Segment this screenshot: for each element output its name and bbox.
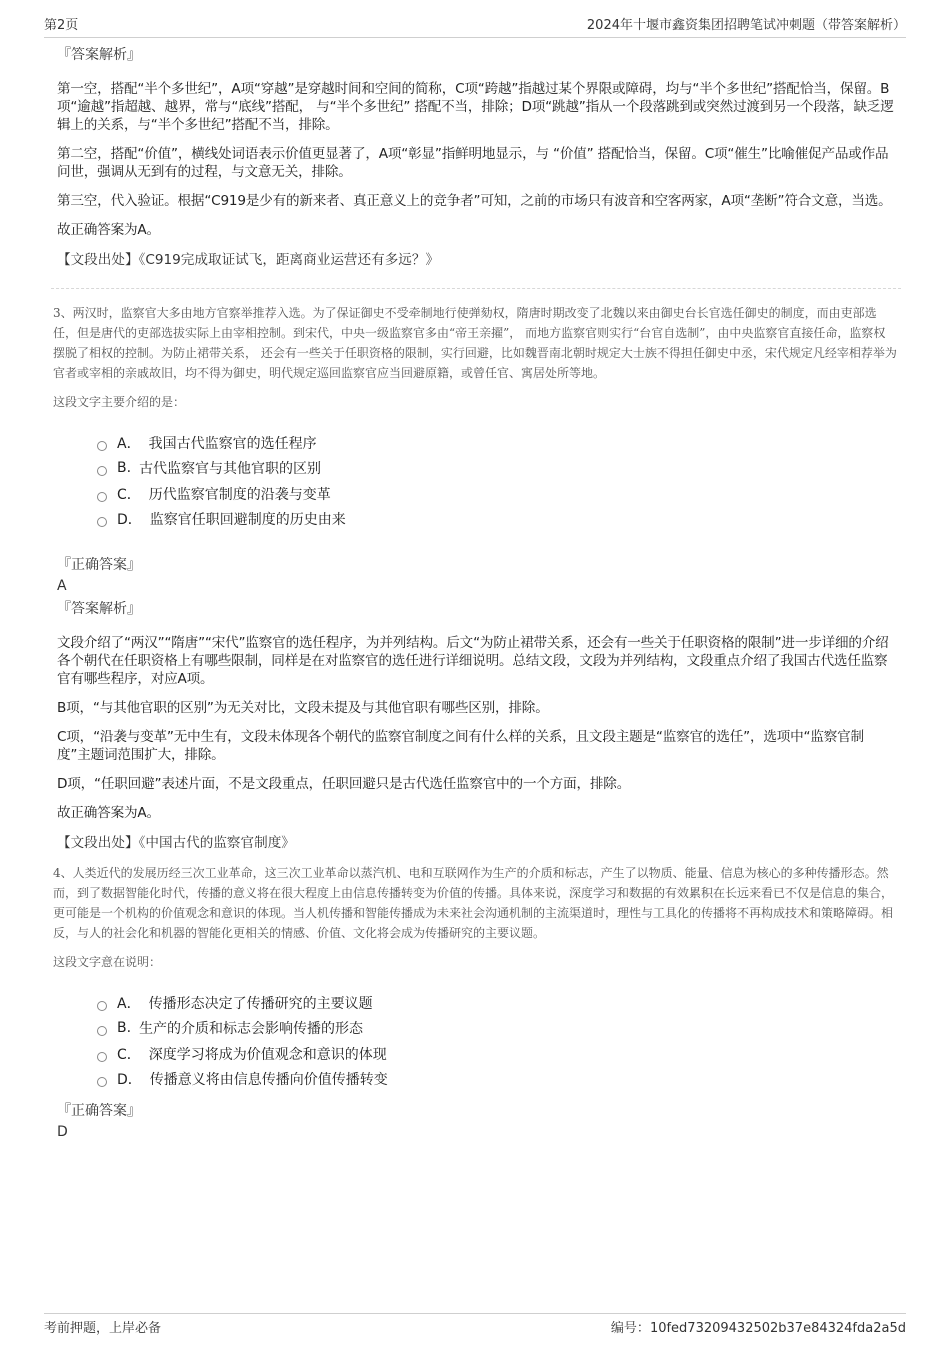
q3-analysis-p1: 文段介绍了“两汉”“隋唐”“宋代”监察官的选任程序，为并列结构。后文“为防止裙带关系，还会有一些关于任职资格的限制”进一步详细的介绍各个朝代在任职资格上有哪些限制，同样是在对监察官的选任进行详细说明。总结文段，文段为并列结构，文段重点介绍了我国古代选任监察官有哪些程序，对应A项。 bbox=[57, 635, 889, 687]
footer-code-label: 编号： bbox=[610, 1321, 650, 1336]
option-letter: C． bbox=[117, 1046, 141, 1063]
option-letter: D． bbox=[117, 512, 142, 529]
q2-analysis-p2: 第二空，搭配“价值”，横线处词语表示价值更显著了，A项“彰显”指鲜明地显示，与 “价值” 搭配恰当，保留。C项“催生”比喻催促产品或作品问世，强调从无到有的过程，与文意无关，排除。 bbox=[57, 146, 889, 180]
q4-options bbox=[97, 990, 897, 1092]
q3-prompt: 这段文字主要介绍的是： bbox=[53, 395, 186, 409]
q3-analysis-p2: B项，“与其他官职的区别”为无关对比，文段未提及与其他官职有哪些区别，排除。 bbox=[57, 700, 549, 716]
option-letter: B. bbox=[117, 460, 132, 477]
radio-icon[interactable] bbox=[97, 492, 107, 502]
q3-options bbox=[97, 430, 897, 532]
q2-analysis-conclusion: 故正确答案为A。 bbox=[57, 222, 160, 238]
page-number: 第2页 bbox=[44, 18, 79, 33]
q2-analysis-label: 『答案解析』 bbox=[57, 47, 141, 63]
option-letter: B. bbox=[117, 1020, 132, 1037]
radio-icon[interactable] bbox=[97, 1001, 107, 1011]
option-letter: A． bbox=[117, 435, 141, 452]
q2-source: 【文段出处】《C919完成取证试飞，距离商业运营还有多远？》 bbox=[57, 252, 440, 268]
option-letter: C． bbox=[117, 486, 141, 503]
radio-icon[interactable] bbox=[97, 466, 107, 476]
q3-answer-label: 『正确答案』 bbox=[57, 557, 141, 573]
document-title: 2024年十堰市鑫资集团招聘笔试冲刺题（带答案解析） bbox=[586, 18, 906, 33]
radio-icon[interactable] bbox=[97, 517, 107, 527]
radio-icon[interactable] bbox=[97, 1052, 107, 1062]
footer-code bbox=[611, 1317, 906, 1336]
radio-icon[interactable] bbox=[97, 1077, 107, 1087]
option-text: 深度学习将成为价值观念和意识的体现 bbox=[148, 1046, 387, 1063]
option-text: 生产的介质和标志会影响传播的形态 bbox=[139, 1021, 364, 1038]
option-text: 传播意义将由信息传播向价值传播转变 bbox=[149, 1072, 388, 1089]
page-footer bbox=[44, 1313, 906, 1336]
q4-prompt: 这段文字意在说明： bbox=[53, 955, 162, 969]
main-content bbox=[53, 44, 897, 1144]
q3-option-a[interactable] bbox=[97, 430, 897, 456]
footer-code-value: 10fed73209432502b37e84324fda2a5d bbox=[649, 1321, 906, 1336]
q4-answer-label: 『正确答案』 bbox=[57, 1103, 141, 1119]
page-header bbox=[44, 14, 906, 38]
q4-option-b[interactable] bbox=[97, 1016, 897, 1042]
q3-option-b[interactable] bbox=[97, 456, 897, 482]
q2-analysis-p3: 第三空，代入验证。根据“C919是少有的新来者、真正意义上的竞争者”可知，之前的市场只有波音和空客两家，A项“垄断”符合文意，当选。 bbox=[57, 193, 892, 209]
option-letter: A． bbox=[117, 995, 141, 1012]
option-letter: D． bbox=[117, 1072, 142, 1089]
q4-answer: D bbox=[57, 1124, 68, 1140]
radio-icon[interactable] bbox=[97, 1026, 107, 1036]
q3-analysis-label: 『答案解析』 bbox=[57, 601, 141, 617]
radio-icon[interactable] bbox=[97, 441, 107, 451]
q3-analysis-conclusion: 故正确答案为A。 bbox=[57, 805, 160, 821]
q3-analysis-p3: C项，“沿袭与变革”无中生有，文段未体现各个朝代的监察官制度之间有什么样的关系，且文段主题是“监察官的选任”，选项中“监察官制度”主题词范围扩大，排除。 bbox=[57, 729, 864, 763]
footer-slogan: 考前押题，上岸必备 bbox=[44, 1321, 162, 1336]
option-text: 我国古代监察官的选任程序 bbox=[148, 435, 317, 452]
option-text: 监察官任职回避制度的历史由来 bbox=[149, 512, 346, 529]
q4-option-d[interactable] bbox=[97, 1067, 897, 1093]
q3-option-d[interactable] bbox=[97, 507, 897, 533]
q4-option-c[interactable] bbox=[97, 1041, 897, 1067]
q3-analysis-p4: D项，“任职回避”表述片面，不是文段重点，任职回避只是古代选任监察官中的一个方面，排除。 bbox=[57, 776, 631, 792]
q4-option-a[interactable] bbox=[97, 990, 897, 1016]
q3-answer: A bbox=[57, 578, 67, 594]
q3-source: 【文段出处】《中国古代的监察官制度》 bbox=[57, 835, 295, 851]
q3-option-c[interactable] bbox=[97, 481, 897, 507]
q4-question-text: 4、人类近代的发展历经三次工业革命，这三次工业革命以蒸汽机、电和互联网作为生产的介质和标志，产生了以物质、能量、信息为核心的多种传播形态。然而，到了数据智能化时代，传播的意义将在很大程度上由信息传播转变为价值的传播。具体来说，深度学习和数据的有效累积在长远来看已不仅是信息的集合，更可能是一个机构的价值观念和意识的体现。当人机传播和智能传播成为未来社会沟通机制的主流渠道时，理性与工具化的传播将不再构成技术和策略障碍。相反，与人的社会化和机器的智能化更相关的情感、价值、文化将会成为传播研究的主要议题。 bbox=[53, 866, 894, 940]
q3-question-text: 3、两汉时，监察官大多由地方官察举推荐入选。为了保证御史不受牵制地行使弹劾权，隋唐时期改变了北魏以来由御史台长官选任御史的制度，而由吏部选任，但是唐代的吏部选拔实际上由宰相控制。到宋代，中央一级监察官多由“帝王亲擢”， 而地方监察官则实行“台官自选制”，由中央监察官直接任命，监察权摆脱了相权的控制。为防止裙带关系， 还会有一些关于任职资格的限制，实行回避，比如魏晋南北朝时规定大士族不得担任御史中丞，宋代规定凡经宰相荐举为官者或宰相的亲戚故旧，均不得为御史，明代规定巡回监察官应当回避原籍，或曾任官、寓居处所等地。 bbox=[53, 306, 897, 380]
option-text: 传播形态决定了传播研究的主要议题 bbox=[148, 995, 373, 1012]
section-divider bbox=[51, 288, 901, 289]
option-text: 古代监察官与其他官职的区别 bbox=[139, 461, 322, 478]
q2-analysis-p1: 第一空，搭配“半个多世纪”，A项“穿越”是穿越时间和空间的简称，C项“跨越”指越过某个界限或障碍，均与“半个多世纪”搭配恰当，保留。B项“逾越”指超越、越界，常与“底线”搭配， 与“半个多世纪” 搭配不当，排除；D项“跳越”指从一个段落跳到或突然过渡到另一个段落，缺乏逻辑上的关系，与“半个多世纪”搭配不当，排除。 bbox=[57, 81, 894, 133]
option-text: 历代监察官制度的沿袭与变革 bbox=[148, 486, 331, 503]
